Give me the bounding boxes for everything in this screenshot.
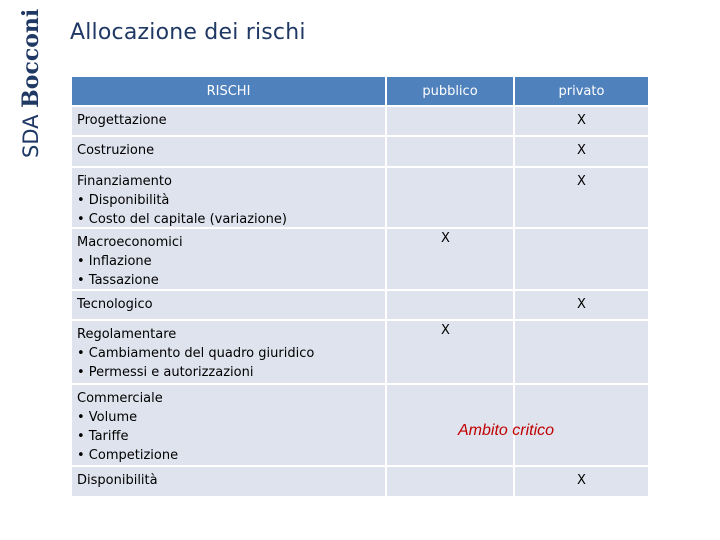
risk-line: • Volume xyxy=(77,410,138,425)
risk-line: • Tariffe xyxy=(77,429,129,444)
risk-label xyxy=(72,291,385,319)
risk-line: • Inflazione xyxy=(77,254,152,269)
table-row xyxy=(72,168,648,229)
page-title: Allocazione dei rischi xyxy=(70,20,306,45)
risk-allocation-table xyxy=(72,77,648,498)
risk-label xyxy=(72,229,385,289)
risk-line: • Disponibilità xyxy=(77,193,170,208)
risk-line: Commerciale xyxy=(77,391,163,406)
risk-line: Tecnologico xyxy=(77,297,153,312)
risk-line: • Costo del capitale (variazione) xyxy=(77,212,287,227)
table-row xyxy=(72,291,648,321)
pubblico-cell: X xyxy=(385,321,513,383)
table-row xyxy=(72,321,648,385)
table-header-row xyxy=(72,77,648,107)
table-row xyxy=(72,137,648,168)
risk-label xyxy=(72,467,385,496)
pubblico-cell xyxy=(385,168,513,227)
critical-area-annotation: Ambito critico xyxy=(458,422,555,439)
privato-cell: X xyxy=(513,137,648,166)
table-row xyxy=(72,467,648,498)
risk-label xyxy=(72,107,385,135)
pubblico-cell xyxy=(385,107,513,135)
privato-cell: X xyxy=(513,291,648,319)
risk-label xyxy=(72,385,385,465)
risk-line: • Tassazione xyxy=(77,273,159,288)
risk-line: Finanziamento xyxy=(77,174,172,189)
table-row xyxy=(72,107,648,137)
risk-line: Costruzione xyxy=(77,143,155,158)
table-row xyxy=(72,229,648,291)
table-row xyxy=(72,385,648,467)
risk-label xyxy=(72,168,385,227)
risk-label xyxy=(72,137,385,166)
pubblico-cell xyxy=(385,291,513,319)
privato-cell xyxy=(513,321,648,383)
pubblico-cell xyxy=(385,137,513,166)
risk-line: • Cambiamento del quadro giuridico xyxy=(77,346,315,361)
privato-cell: X xyxy=(513,467,648,496)
sda-bocconi-logo xyxy=(14,8,44,160)
risk-line: • Competizione xyxy=(77,448,179,463)
risk-label xyxy=(72,321,385,383)
risk-line: Macroeconomici xyxy=(77,235,183,250)
privato-cell xyxy=(513,229,648,289)
header-pubblico: pubblico xyxy=(385,77,513,105)
privato-cell: X xyxy=(513,107,648,135)
header-rischi: RISCHI xyxy=(206,84,251,99)
risk-line: Disponibilità xyxy=(77,473,158,488)
privato-cell: X xyxy=(513,168,648,227)
pubblico-cell xyxy=(385,467,513,496)
risk-line: Progettazione xyxy=(77,113,167,128)
svg-text:SDA Bocconi: SDA Bocconi xyxy=(18,8,44,158)
header-privato: privato xyxy=(513,77,648,105)
pubblico-cell: X xyxy=(385,229,513,289)
risk-line: • Permessi e autorizzazioni xyxy=(77,365,254,380)
risk-line: Regolamentare xyxy=(77,327,177,342)
